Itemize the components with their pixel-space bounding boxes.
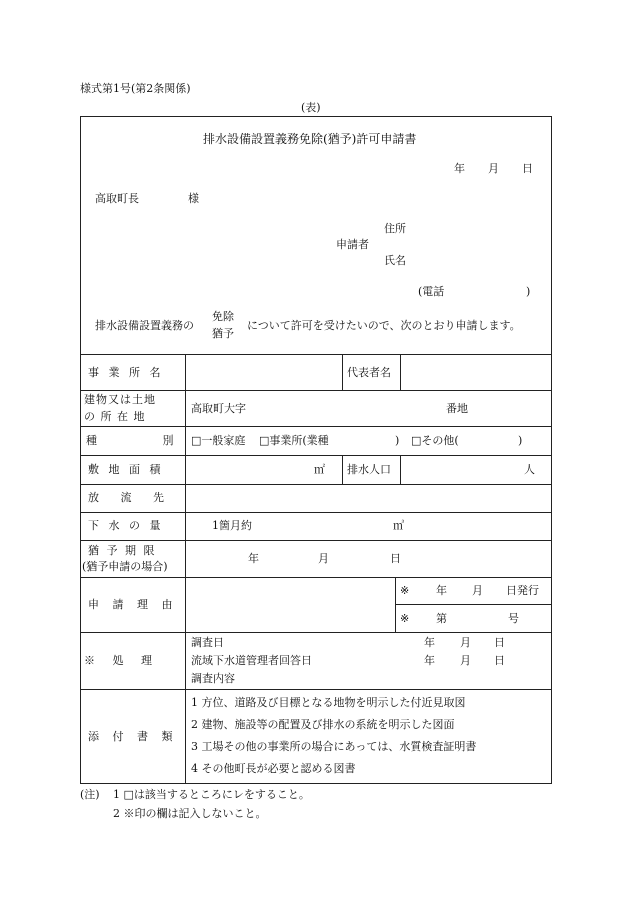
row-divider	[80, 390, 552, 391]
row-divider	[395, 604, 552, 605]
row-divider	[80, 484, 552, 485]
notes-prefix: (注)	[80, 788, 100, 801]
reason-label: 申 請 理 由	[88, 598, 173, 611]
column-divider	[342, 354, 343, 390]
phone-close: )	[526, 285, 531, 298]
site-area-unit: ㎡	[314, 463, 325, 476]
row-divider	[80, 632, 552, 633]
note-item: 1 □は該当するところにレをすること。	[113, 788, 310, 801]
location-lot: 番地	[446, 402, 468, 415]
row-divider	[80, 512, 552, 513]
phone-label: (電話	[418, 285, 445, 298]
deferral-label-line2: (猶予申請の場合)	[82, 560, 168, 573]
row-divider	[80, 577, 552, 578]
sewage-volume-unit: ㎥	[393, 519, 404, 532]
addressee: 高取町長	[95, 192, 139, 205]
attachments-label: 添 付 書 類	[88, 730, 173, 743]
issue-number-suffix: 号	[508, 612, 519, 625]
issue-month: 月	[472, 584, 483, 597]
attachment-item: 2 建物、施設等の配置及び排水の系統を明示した図面	[191, 718, 455, 731]
option-exempt: 免除	[212, 310, 234, 323]
drainage-population-unit: 人	[524, 463, 535, 476]
sewage-volume-label: 下 水 の 量	[88, 519, 161, 532]
deferral-year: 年	[248, 552, 259, 565]
reply-day: 日	[494, 654, 505, 667]
attachment-item: 3 工場その他の事業所の場合にあっては、水質検査証明書	[191, 740, 477, 753]
reason-mark-1: ※	[400, 584, 410, 597]
attachment-item: 4 その他町長が必要と認める図書	[191, 762, 356, 775]
attachment-item: 1 方位、道路及び目標となる地物を明示した付近見取図	[191, 696, 466, 709]
face-label: (表)	[301, 101, 321, 114]
statement-prefix: 排水設備設置義務の	[95, 319, 194, 332]
location-town: 高取町大字	[191, 402, 246, 415]
sewage-volume-prefix: 1箇月約	[212, 519, 252, 532]
applicant-label: 申請者	[336, 238, 369, 251]
row-divider	[80, 689, 552, 690]
row-divider	[80, 426, 552, 427]
location-label-line1: 建物又は土地	[84, 393, 156, 406]
option-defer: 猶予	[212, 327, 234, 340]
category-label: 種 別	[86, 434, 174, 447]
category-other-close: )	[518, 434, 523, 447]
honorific: 様	[188, 192, 199, 205]
survey-day: 日	[494, 636, 505, 649]
site-area-label: 敷 地 面 積	[88, 463, 161, 476]
form-number-label: 様式第1号(第2条関係)	[80, 82, 191, 95]
survey-year: 年	[424, 636, 435, 649]
date-year-label: 年	[454, 162, 465, 175]
office-name-label: 事 業 所 名	[88, 366, 161, 379]
category-office-close: )	[395, 434, 400, 447]
representative-label: 代表者名	[347, 366, 391, 379]
processing-label: ※ 処 理	[84, 654, 152, 667]
address-label: 住所	[384, 222, 406, 235]
location-label-line2: の 所 在 地	[84, 410, 145, 423]
row-divider	[80, 540, 552, 541]
statement-suffix: について許可を受けたいので、次のとおり申請します。	[247, 319, 521, 332]
label-column-divider	[185, 354, 186, 784]
column-divider	[400, 455, 401, 484]
column-divider	[400, 354, 401, 390]
issue-number-prefix: 第	[436, 612, 447, 625]
date-month-label: 月	[488, 162, 499, 175]
deferral-month: 月	[318, 552, 329, 565]
column-divider	[395, 577, 396, 632]
deferral-label-line1: 猶 予 期 限	[88, 544, 155, 557]
category-office-checkbox[interactable]: □事業所(業種	[259, 434, 329, 447]
reason-mark-2: ※	[400, 612, 410, 625]
issue-day: 日発行	[506, 584, 539, 597]
reply-month: 月	[460, 654, 471, 667]
reply-year: 年	[424, 654, 435, 667]
column-divider	[342, 455, 343, 484]
category-other-checkbox[interactable]: □その他(	[411, 434, 459, 447]
category-home-checkbox[interactable]: □一般家庭	[191, 434, 246, 447]
survey-content-label: 調査内容	[191, 672, 235, 685]
row-divider	[80, 455, 552, 456]
survey-month: 月	[460, 636, 471, 649]
outlet-label: 放 流 先	[88, 491, 164, 504]
issue-year: 年	[436, 584, 447, 597]
drainage-population-label: 排水人口	[347, 463, 391, 476]
survey-date-label: 調査日	[191, 636, 224, 649]
name-label: 氏名	[384, 254, 406, 267]
row-divider	[80, 354, 552, 355]
date-day-label: 日	[522, 162, 533, 175]
form-title: 排水設備設置義務免除(猶予)許可申請書	[203, 132, 417, 146]
application-form-frame	[80, 116, 552, 784]
note-item: 2 ※印の欄は記入しないこと。	[113, 807, 267, 820]
reply-date-label: 流域下水道管理者回答日	[191, 654, 312, 667]
deferral-day: 日	[390, 552, 401, 565]
